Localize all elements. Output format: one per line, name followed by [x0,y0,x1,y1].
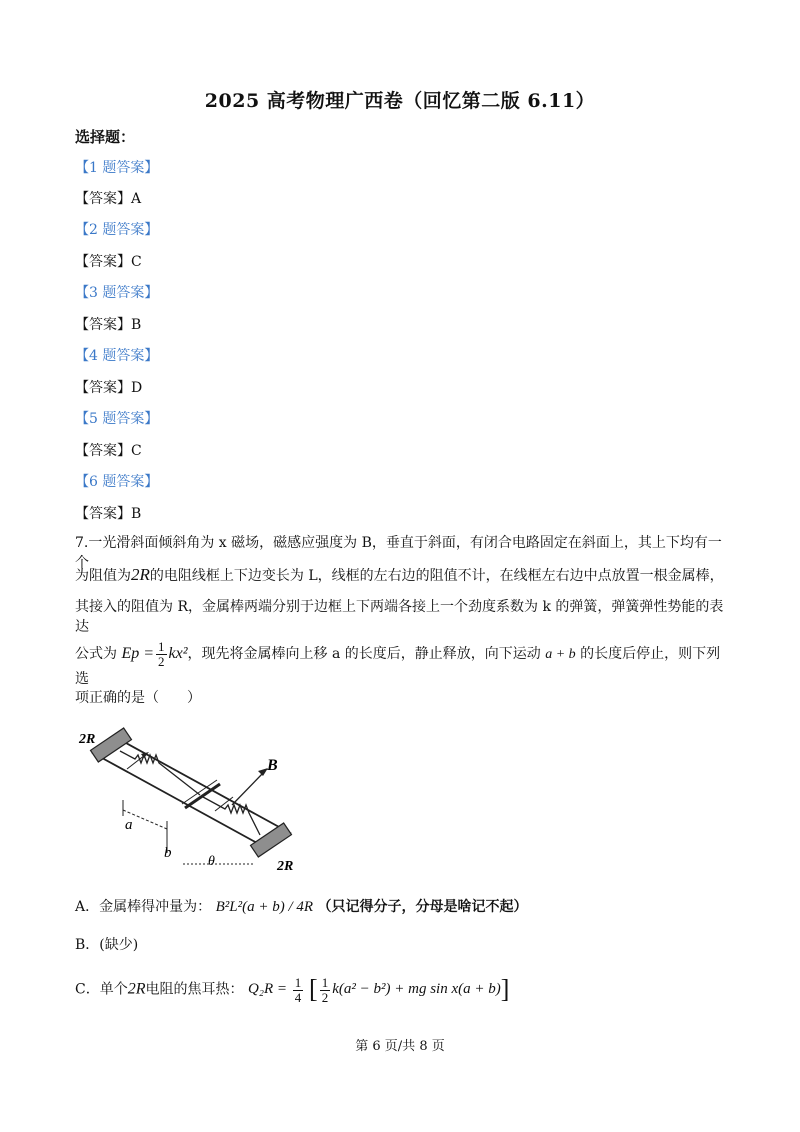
answer-value-4: 【答案】D [75,380,143,396]
question-7-line-3: 其接入的阻值为 R，金属棒两端分别于边框上下两端各接上一个劲度系数为 k 的弹簧，弹簧弹性势能的表达 [75,599,724,635]
field-arrow [232,772,264,805]
label-2R-top: 2R [79,732,96,747]
option-A: A．金属棒得冲量为： B²L²(a + b) / 4R （只记得分子，分母是啥记不起） [75,899,528,915]
option-B: B．(缺少) [75,937,139,953]
label-a: a [125,817,133,833]
answer-value-6: 【答案】B [75,506,142,522]
answer-value-5: 【答案】C [75,443,142,459]
answer-value-2: 【答案】C [75,254,142,270]
question-7-line-5: 项正确的是（ ） [75,690,201,706]
upper-spring [120,751,200,795]
section-label: 选择题： [75,128,136,146]
label-theta: θ [208,854,215,869]
answer-heading-3: 【3 题答案】 [75,285,159,301]
circuit-diagram [75,725,310,875]
joule-heat-formula: Q₂R = $\frac{1}{4}$ [ $\frac{1}{2}$ k(a² − b²) + mg sin x(a + b)] [247,974,510,1005]
answer-heading-1: 【1 题答案】 [75,160,159,176]
option-C: C．单个2R电阻的焦耳热： Q₂R = $\frac{1}{4}$ [ $\frac{1}{2}$ k(a² − b²) + mg sin x(a + b)] [75,974,510,1005]
label-2R-bottom: 2R [277,859,294,874]
page-footer: 第 6 页/共 8 页 [355,1039,445,1054]
answer-heading-4: 【4 题答案】 [75,348,159,364]
potential-energy-formula: Ep = $\frac{1}{2}$ kx² [121,639,188,669]
question-7-line-4: 公式为 Ep = $\frac{1}{2}$ kx²，现先将金属棒向上移 a 的长度后，静止释放，向下运动 a + b 的长度后停止，则下列选 [75,639,721,687]
label-b: b [164,845,172,861]
answer-heading-5: 【5 题答案】 [75,411,159,427]
frame-outline [93,737,290,849]
question-7-line-1: 7.一光滑斜面倾斜角为 x 磁场，磁感应强度为 B，垂直于斜面，有闭合电路固定在斜面上，其上下均有一个 [75,535,722,571]
answer-value-3: 【答案】B [75,317,142,333]
answer-heading-6: 【6 题答案】 [75,474,159,490]
question-7-line-2: 为阻值为2R的电阻线框上下边变长为 L，线框的左右边的阻值不计，在线框左右边中点放置一根金属棒， [75,565,724,584]
label-field-B: B [267,757,278,774]
page-title: 2025 高考物理广西卷（回忆第二版 6.11） [204,90,596,112]
answer-value-1: 【答案】A [75,191,142,207]
answer-heading-2: 【2 题答案】 [75,222,159,238]
top-resistor [91,728,132,762]
